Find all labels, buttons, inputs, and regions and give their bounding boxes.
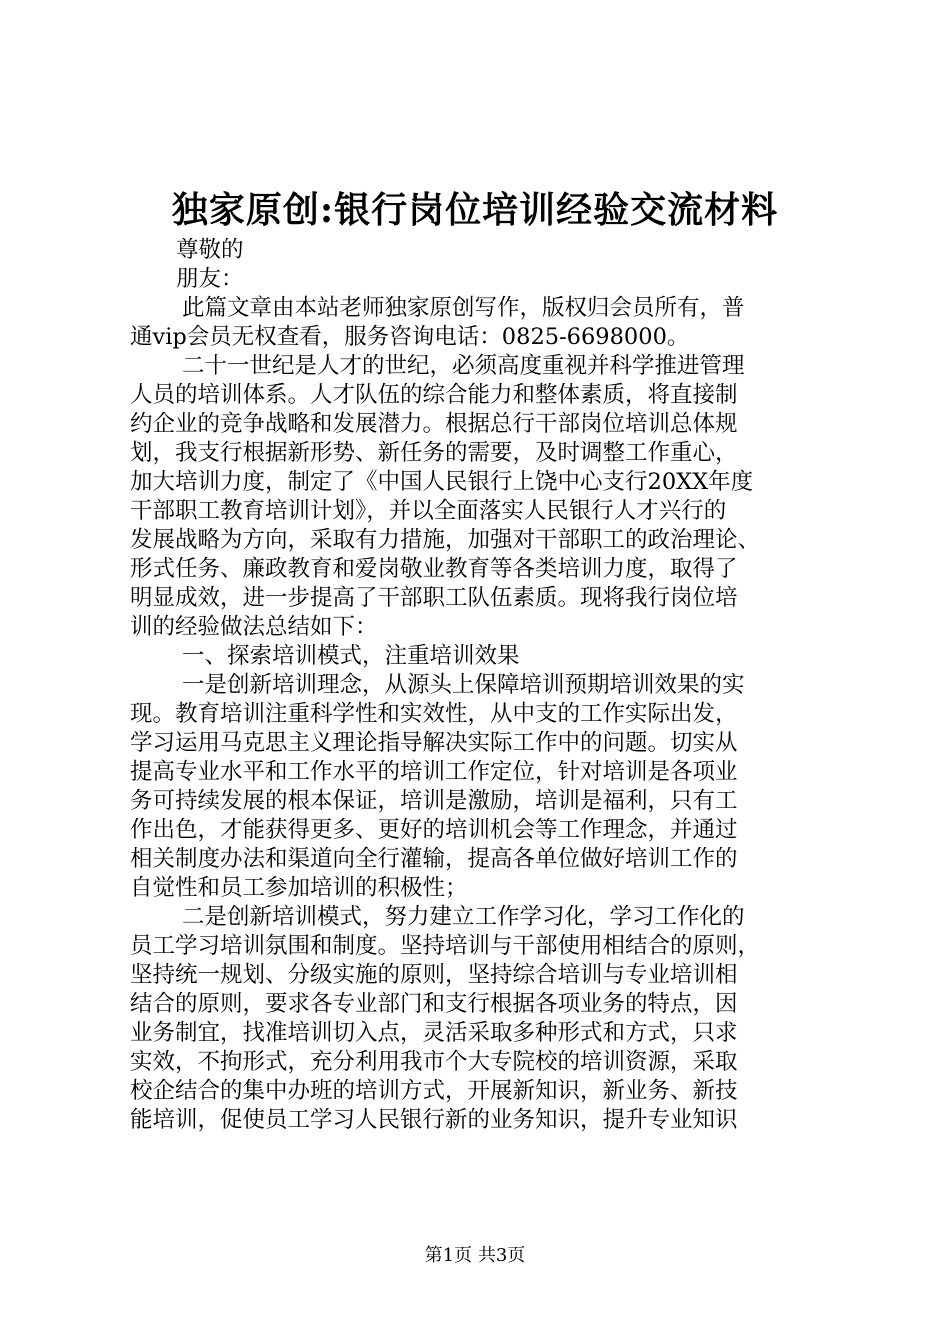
page-footer: 第1页 共3页: [424, 1245, 526, 1266]
text-line: 校企结合的集中办班的培训方式，开展新知识，新业务、新技: [130, 1078, 738, 1104]
text-line: 作出色，才能获得更多、更好的培训机会等工作理念，并通过: [130, 817, 738, 843]
text-line: 务可持续发展的根本保证，培训是激励，培训是福利，只有工: [130, 788, 738, 814]
text-line: 干部职工教育培训计划》，并以全面落实人民银行人才兴行的: [130, 498, 727, 524]
text-line: 现。教育培训注重科学性和实效性，从中支的工作实际出发，: [130, 701, 738, 727]
text-line: 二十一世纪是人才的世纪，必须高度重视并科学推进管理: [182, 353, 745, 379]
text-line: 员工学习培训氛围和制度。坚持培训与干部使用相结合的原则，: [130, 933, 761, 959]
text-line: 明显成效，进一步提高了干部职工队伍素质。现将我行岗位培: [130, 585, 738, 611]
text-line: 人员的培训体系。人才队伍的综合能力和整体素质，将直接制: [130, 382, 738, 408]
text-line: 形式任务、廉政教育和爱岗敬业教育等各类培训力度，取得了: [130, 556, 738, 582]
text-line: 约企业的竞争战略和发展潜力。根据总行干部岗位培训总体规: [130, 411, 738, 437]
text-line: 二是创新培训模式，努力建立工作学习化，学习工作化的: [182, 904, 745, 930]
text-line: 通vip会员无权查看，服务咨询电话：0825-6698000。: [130, 324, 690, 350]
salutation-line: 朋友：: [176, 266, 244, 292]
salutation: [130, 236, 835, 294]
text-line: 业务制宜，找准培训切入点，灵活采取多种形式和方式，只求: [130, 1020, 738, 1046]
text-line: 一、探索培训模式，注重培训效果: [182, 643, 520, 669]
text-line: 提高专业水平和工作水平的培训工作定位，针对培训是各项业: [130, 759, 738, 785]
text-line: 结合的原则，要求各专业部门和支行根据各项业务的特点，因: [130, 991, 738, 1017]
text-line: 学习运用马克思主义理论指导解决实际工作中的问题。切实从: [130, 730, 738, 756]
document-body: [130, 236, 835, 1135]
salutation-line: 尊敬的: [176, 237, 244, 263]
text-line: 训的经验做法总结如下：: [130, 614, 378, 640]
paragraphs: [130, 294, 835, 1135]
text-line: 加大培训力度，制定了《中国人民银行上饶中心支行20XX年度: [130, 469, 754, 495]
intro-paragraph: [130, 352, 835, 642]
text-line: 实效，不拘形式，充分利用我市个大专院校的培训资源，采取: [130, 1049, 738, 1075]
text-line: 自觉性和员工参加培训的积极性；: [130, 875, 468, 901]
text-line: 坚持统一规划、分级实施的原则，坚持综合培训与专业培训相: [130, 962, 738, 988]
document-title: 独家原创:银行岗位培训经验交流材料: [171, 189, 779, 231]
text-line: 能培训，促使员工学习人民银行新的业务知识，提升专业知识: [130, 1107, 738, 1133]
copyright-notice: [130, 294, 835, 352]
point-two-paragraph: [130, 903, 835, 1135]
point-one-paragraph: [130, 671, 835, 903]
section-heading-1: [130, 642, 835, 671]
text-line: 此篇文章由本站老师独家原创写作，版权归会员所有，普: [182, 295, 745, 321]
text-line: 划，我支行根据新形势、新任务的需要，及时调整工作重心，: [130, 440, 738, 466]
text-line: 一是创新培训理念，从源头上保障培训预期培训效果的实: [182, 672, 745, 698]
text-line: 相关制度办法和渠道向全行灌输，提高各单位做好培训工作的: [130, 846, 738, 872]
text-line: 发展战略为方向，采取有力措施，加强对干部职工的政治理论、: [130, 527, 761, 553]
